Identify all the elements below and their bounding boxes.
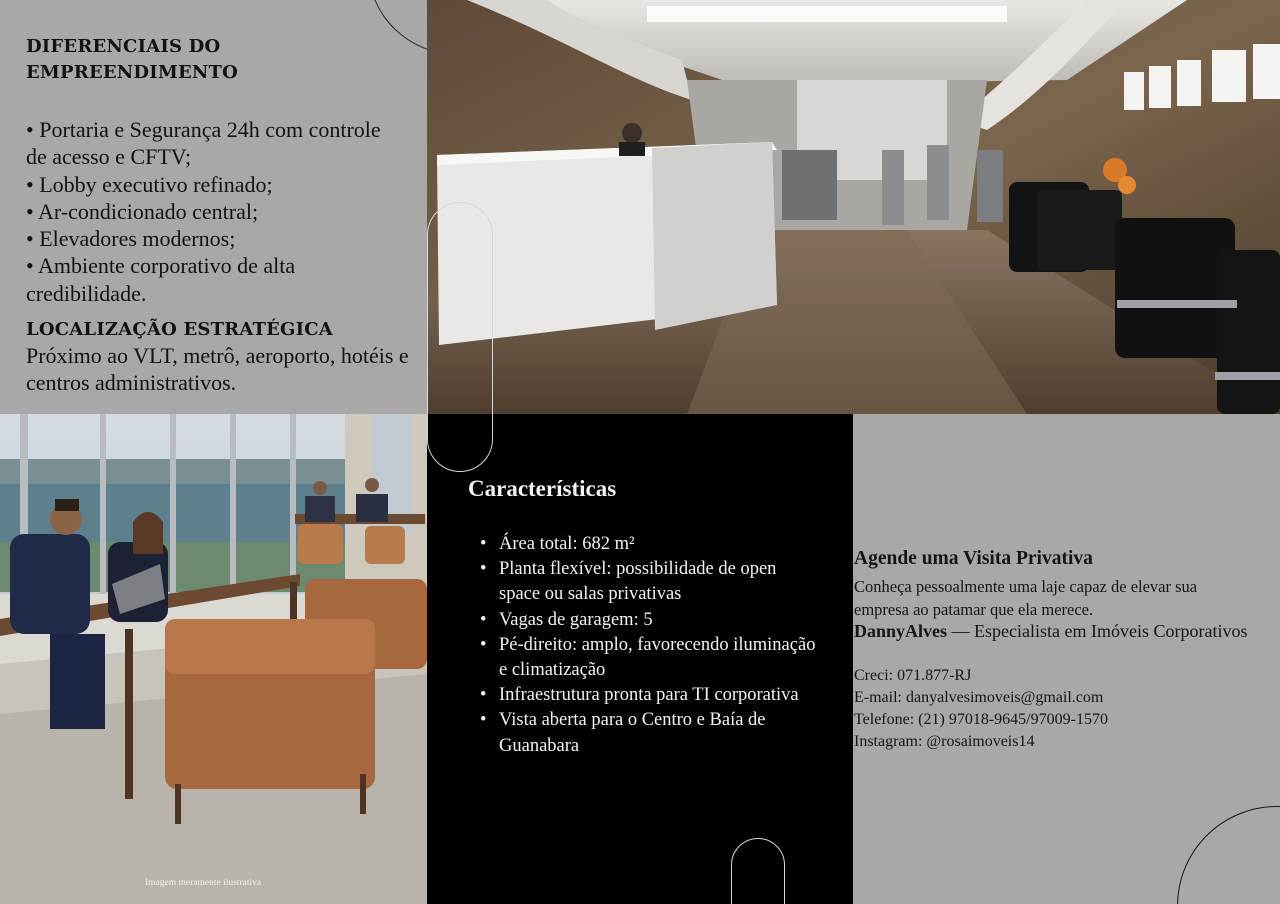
contact-title: Agende uma Visita Privativa — [854, 548, 1093, 569]
list-item: • Infraestrutura pronta para TI corporativa — [499, 683, 819, 708]
list-item: • Vagas de garagem: 5 — [499, 608, 819, 633]
decorative-arch — [427, 202, 493, 472]
feature-item: • Ambiente corporativo de alta credibilidade. — [26, 253, 296, 306]
contact-intro: Conheça pessoalmente uma laje capaz de elevar sua empresa ao patamar que ela merece. — [854, 577, 1198, 619]
characteristics-title: Características — [468, 476, 617, 501]
creci-text: Creci: 071.877-RJ — [854, 667, 972, 684]
photo-caption: Imagem meramente ilustrativa — [145, 878, 262, 888]
email-text: E-mail: danyalvesimoveis@gmail.com — [854, 689, 1104, 706]
features-panel — [0, 0, 427, 414]
list-item: • Pé-direito: amplo, favorecendo iluminação e climatização — [499, 633, 819, 683]
feature-item: • Ar-condicionado central; — [26, 198, 259, 224]
decorative-arch — [731, 838, 785, 904]
decorative-arc — [368, 0, 427, 55]
contact-info — [854, 665, 1108, 753]
phone-text: Telefone: (21) 97018-9645/97009-1570 — [854, 711, 1108, 728]
characteristics-panel — [427, 414, 853, 904]
features-heading-line1: DIFERENCIAIS DO — [26, 36, 221, 57]
features-list — [26, 116, 406, 307]
agent-line — [854, 619, 1254, 645]
feature-item: • Elevadores modernos; — [26, 226, 236, 252]
lobby-photo — [427, 0, 1280, 414]
features-heading-line2: EMPREENDIMENTO — [26, 62, 239, 83]
feature-item: • Portaria e Segurança 24h com controle de acesso e CFTV; — [26, 117, 381, 170]
location-heading: LOCALIZAÇÃO ESTRATÉGICA — [26, 319, 333, 340]
list-item: • Área total: 682 m² — [499, 532, 819, 557]
office-photo — [0, 414, 427, 904]
list-item: • Vista aberta para o Centro e Baía de Guanabara — [499, 708, 819, 758]
characteristics-list — [499, 532, 819, 759]
agent-name: DannyAlves — [854, 621, 948, 641]
feature-item: • Lobby executivo refinado; — [26, 171, 273, 197]
instagram-text: Instagram: @rosaimoveis14 — [854, 733, 1035, 750]
agent-role: — Especialista em Imóveis Corporativos — [947, 621, 1248, 641]
list-item: • Planta flexível: possibilidade de open space ou salas privativas — [499, 557, 819, 607]
location-text: Próximo ao VLT, metrô, aeroporto, hotéis e centros administrativos. — [26, 343, 409, 395]
